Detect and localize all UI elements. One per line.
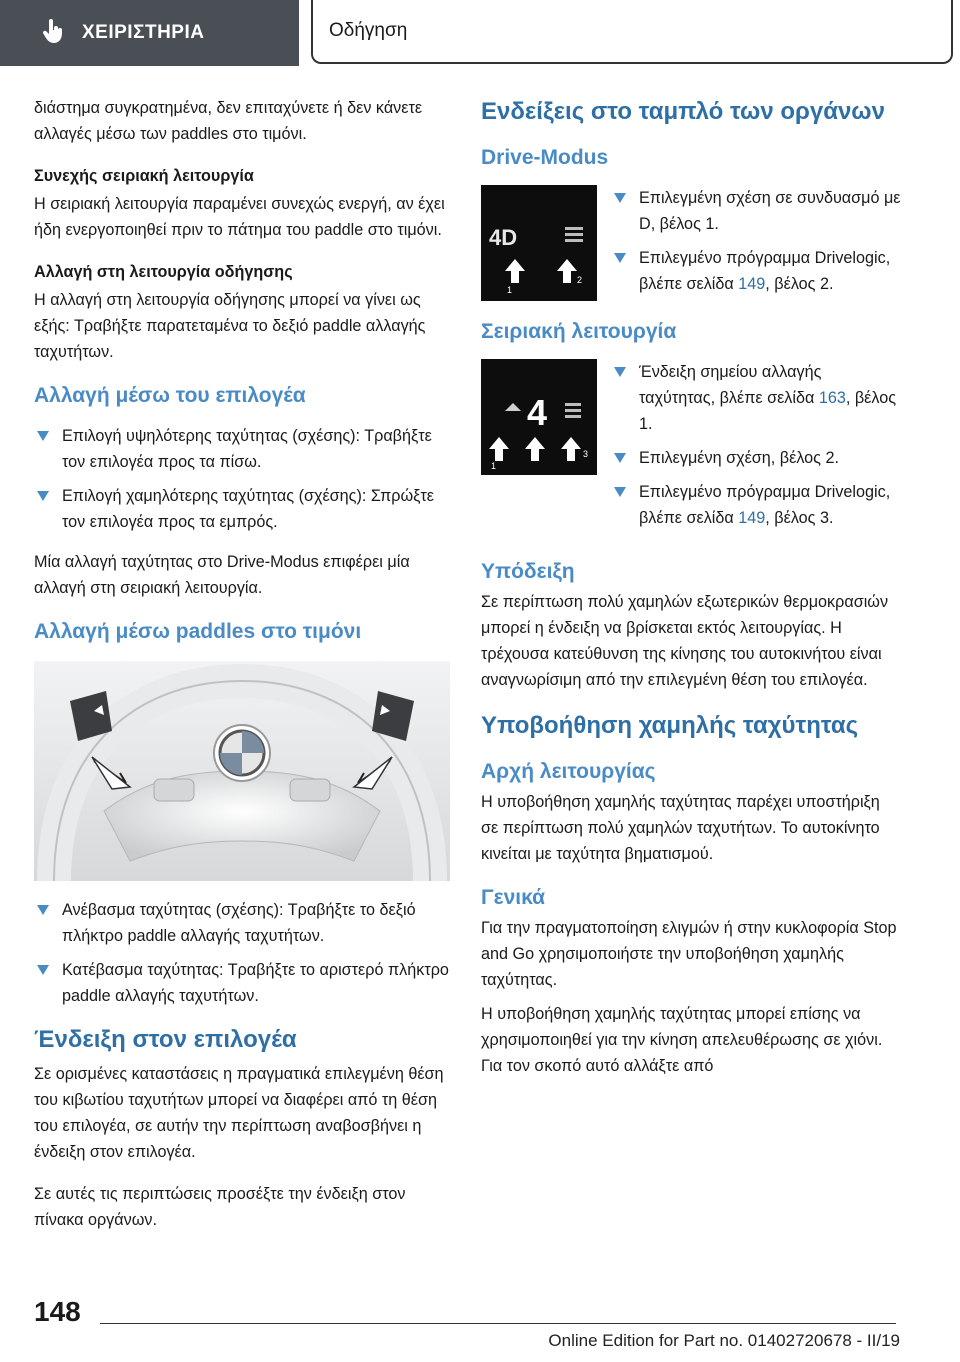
list-item-text: Κατέβασμα ταχύτητας: Τραβήξτε το αριστερό πλήκτρο paddle αλλαγής ταχυτήτων.	[62, 961, 449, 1005]
footer-divider	[100, 1323, 896, 1324]
hand-pointer-icon	[42, 19, 66, 47]
list-item	[34, 483, 452, 535]
page-number: 148	[34, 1296, 81, 1327]
list-item	[34, 423, 452, 475]
list-item-text: Επιλεγμένη σχέση, βέλος 2.	[639, 449, 839, 467]
list-item-text: Επιλογή υψηλότερης ταχύτητας (σχέσης): Τραβήξτε τον επιλογέα προς τα πίσω.	[62, 427, 432, 471]
drive-modus-block	[481, 185, 901, 305]
change-mode-heading: Αλλαγή στη λειτουργία οδήγησης	[34, 263, 293, 281]
list-item-text: Επιλογή χαμηλότερης ταχύτητας (σχέσης): Σπρώξτε τον επιλογέα προς τα εμπρός.	[62, 487, 434, 531]
hint-paragraph: Σε περίπτωση πολύ χαμηλών εξωτερικών θερμοκρασιών μπορεί η ένδειξη να βρίσκεται εκτός λειτουργίας. Η τρέχουσα κατεύθυνση της κίνησης του αυτοκινήτου είναι αναγνωρίσιμη από την επιλεγμένη θέση του επιλογέα.	[481, 593, 889, 689]
list-item-text-tail: , βέλος 3.	[765, 509, 834, 527]
list-item	[611, 479, 901, 531]
list-item-text: Επιλεγμένο πρόγραμμα Drivelogic, βλέπε σελίδα	[639, 483, 891, 527]
paddles-heading: Αλλαγή μέσω paddles στο τιμόνι	[34, 620, 362, 643]
edition-note: Online Edition for Part no. 01402720678 - II/19	[548, 1331, 900, 1350]
list-item	[34, 957, 452, 1009]
general-heading: Γενικά	[481, 886, 546, 909]
principle-paragraph: Η υποβοήθηση χαμηλής ταχύτητας παρέχει υποστήριξη σε περίπτωση πολύ χαμηλών ταχυτήτων. Το αυτοκίνητο κινείται με ταχύτητα βηματισμού.	[481, 793, 880, 863]
list-item-text-tail: , βέλος 1.	[639, 389, 897, 433]
selector-list	[34, 423, 452, 535]
bullet-triangle-icon	[614, 193, 626, 203]
drive-modus-heading: Drive-Modus	[481, 146, 609, 169]
list-item	[611, 185, 901, 237]
sequential-block	[481, 359, 901, 539]
indicator-paragraph-2: Σε αυτές τις περιπτώσεις προσέξτε την ένδειξη στον πίνακα οργάνων.	[34, 1185, 406, 1229]
sequential-heading: Σειριακή λειτουργία	[481, 320, 677, 343]
bullet-triangle-icon	[614, 487, 626, 497]
sequential-display-figure	[481, 359, 597, 475]
list-item-text: Ένδειξη σημείου αλλαγής ταχύτητας, βλέπε σελίδα	[639, 363, 822, 407]
bullet-triangle-icon	[614, 367, 626, 377]
continuous-paragraph: Η σειριακή λειτουργία παραμένει συνεχώς ενεργή, αν έχει ήδη ενεργοποιηθεί πριν το πάτημα του paddle στο τιμόνι.	[34, 195, 445, 239]
svg-text:3: 3	[583, 449, 589, 459]
bullet-triangle-icon	[37, 491, 49, 501]
list-item	[611, 359, 901, 437]
change-mode-paragraph: Η αλλαγή στη λειτουργία οδήγησης μπορεί να γίνει ως εξής: Τραβήξτε παρατεταμένα το δεξιό paddle αλλαγής ταχυτήτων.	[34, 291, 426, 361]
manual-tab-label: ΧΕΙΡΙΣΤΗΡΙΑ	[82, 22, 205, 43]
sequential-list	[611, 359, 901, 539]
chapter-tab-label: Οδήγηση	[329, 20, 408, 41]
list-item-text: Επιλεγμένο πρόγραμμα Drivelogic, βλέπε σελίδα	[639, 249, 891, 293]
bullet-triangle-icon	[37, 905, 49, 915]
paddles-list	[34, 897, 452, 1009]
list-item	[611, 245, 901, 297]
list-item-text: Επιλεγμένη σχέση σε συνδυασμό με D, βέλος 1.	[639, 189, 901, 233]
gear-indicator-text: 4D	[489, 225, 518, 250]
right-column	[481, 95, 901, 1095]
steering-wheel-paddles-figure	[34, 661, 450, 881]
manual-section-tab	[0, 0, 299, 66]
page-link[interactable]: 149	[738, 509, 766, 527]
bullet-triangle-icon	[614, 253, 626, 263]
indicator-paragraph-1: Σε ορισμένες καταστάσεις η πραγματικά επιλεγμένη θέση του κιβωτίου ταχυτήτων μπορεί να διαφέρει από τη θέση του επιλογέα, σε αυτήν την περίπτωση αναβοσβήνει η ένδειξη στον επιλογέα.	[34, 1065, 444, 1161]
svg-text:1: 1	[491, 461, 497, 471]
left-column	[34, 95, 452, 1249]
page-link[interactable]: 149	[738, 275, 766, 293]
gear-indicator-text: 4	[527, 392, 548, 433]
svg-text:2: 2	[531, 449, 537, 459]
list-item-text-tail: , βέλος 2.	[765, 275, 834, 293]
bullet-triangle-icon	[37, 965, 49, 975]
list-item	[611, 445, 901, 471]
chapter-tab	[311, 0, 953, 64]
hint-heading: Υπόδειξη	[481, 560, 575, 583]
selector-heading: Αλλαγή μέσω του επιλογέα	[34, 384, 306, 407]
general-paragraph-1: Για την πραγματοποίηση ελιγμών ή στην κυκλοφορία Stop and Go χρησιμοποιήστε την υποβοήθηση χαμηλής ταχύτητας.	[481, 919, 897, 989]
continuous-heading: Συνεχής σειριακή λειτουργία	[34, 167, 254, 185]
svg-text:2: 2	[577, 275, 583, 285]
general-paragraph-2: Η υποβοήθηση χαμηλής ταχύτητας μπορεί επίσης να χρησιμοποιηθεί για την κίνηση απελευθέρωσης σε χιόνι. Για τον σκοπό αυτό αλλάξτε από	[481, 1005, 883, 1075]
list-item	[34, 897, 452, 949]
selector-note: Μία αλλαγή ταχύτητας στο Drive-Modus επιφέρει μία αλλαγή στη σειριακή λειτουργία.	[34, 553, 410, 597]
list-item-text: Ανέβασμα ταχύτητας (σχέσης): Τραβήξτε το δεξιό πλήκτρο paddle αλλαγής ταχυτήτων.	[62, 901, 416, 945]
low-speed-heading: Υποβοήθηση χαμηλής ταχύτητας	[481, 712, 859, 739]
indicator-heading: Ένδειξη στον επιλογέα	[34, 1026, 297, 1053]
bullet-triangle-icon	[37, 431, 49, 441]
intro-paragraph: διάστημα συγκρατημένα, δεν επιταχύνετε ή δεν κάνετε αλλαγές μέσω των paddles στο τιμόνι.	[34, 99, 423, 143]
principle-heading: Αρχή λειτουργίας	[481, 760, 656, 783]
drive-modus-display-figure	[481, 185, 597, 301]
dash-indicators-heading: Ενδείξεις στο ταμπλό των οργάνων	[481, 98, 885, 125]
page-link[interactable]: 163	[818, 389, 846, 407]
svg-text:1: 1	[507, 285, 513, 295]
bullet-triangle-icon	[614, 453, 626, 463]
drive-modus-list	[611, 185, 901, 305]
